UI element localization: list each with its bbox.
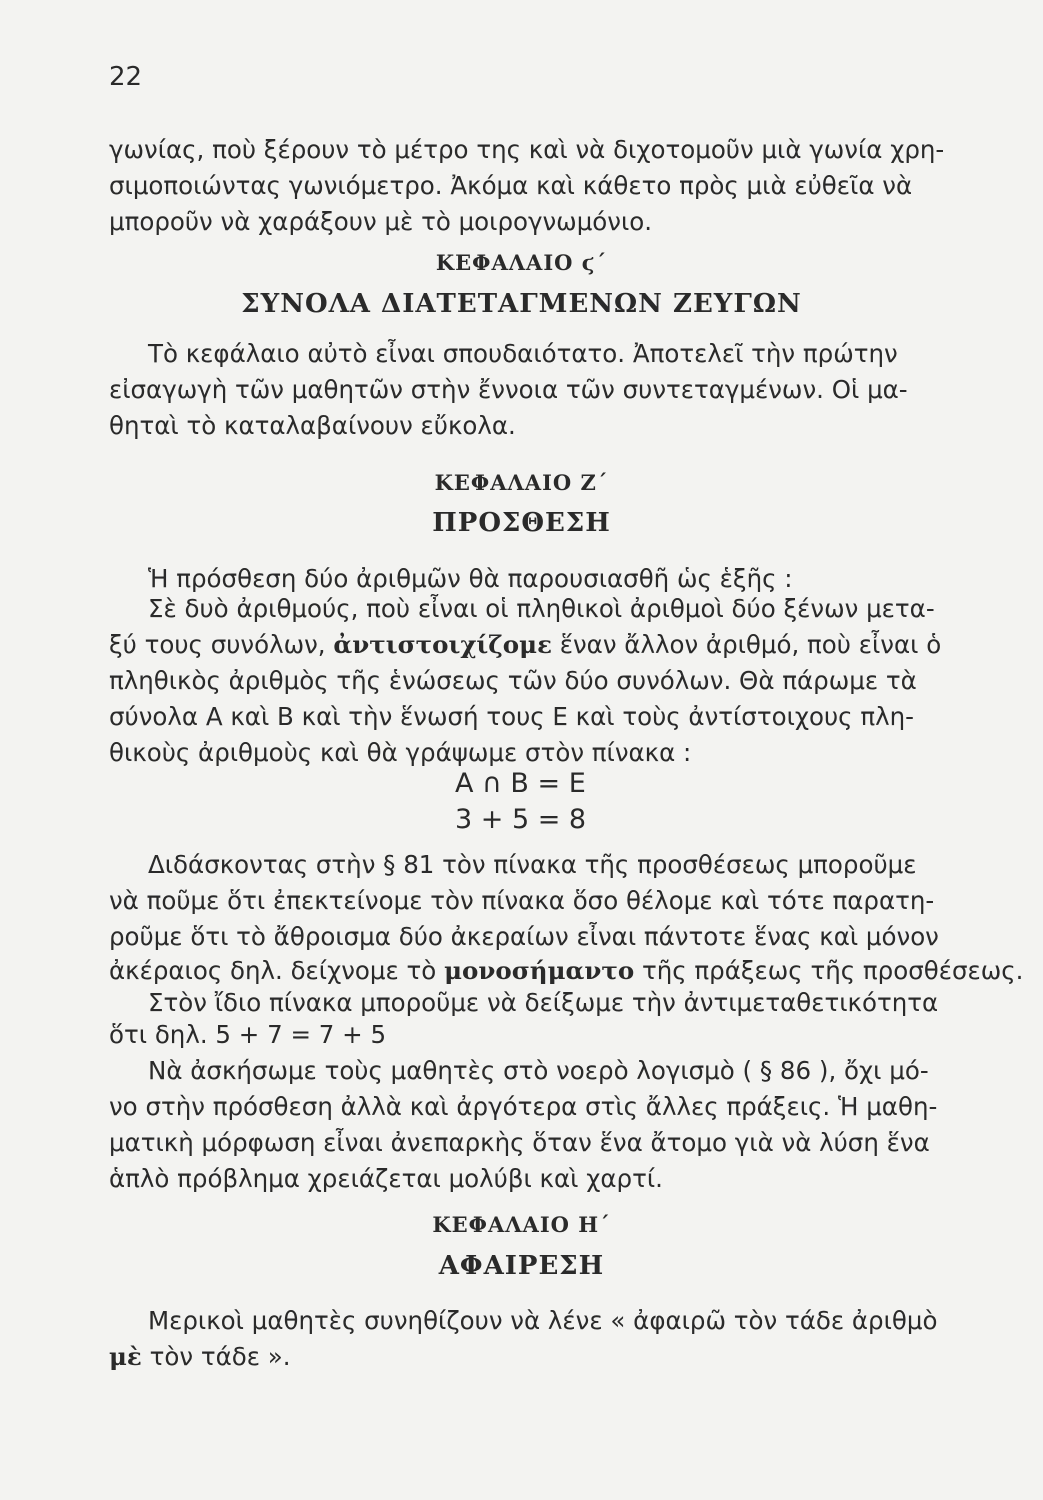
paragraph-line: θηταὶ τὸ καταλαβαίνουν εὔκολα. [109,411,516,440]
emphasized-term: ἀντιστοιχίζομε [333,630,552,659]
paragraph-line: Σὲ δυὸ ἀριθμούς, ποὺ εἶναι οἱ πληθικοὶ ἀριθμοὶ δύο ξένων μετα- [148,594,935,623]
equation: Α ∩ Β = Ε [455,768,586,799]
paragraph-line: Νὰ ἀσκήσωμε τοὺς μαθητὲς στὸ νοερὸ λογισμὸ ( § 86 ), ὄχι μό- [148,1056,929,1085]
paragraph-line: Μερικοὶ μαθητὲς συνηθίζουν νὰ λένε « ἀφαιρῶ τὸν τάδε ἀριθμὸ [148,1306,938,1335]
emphasized-term: μονοσήμαντο [444,956,635,985]
paragraph-line: Τὸ κεφάλαιο αὐτὸ εἶναι σπουδαιότατο. Ἀποτελεῖ τὴν πρώτην [148,339,898,368]
paragraph-line: ὅτι δηλ. 5 + 7 = 7 + 5 [109,1020,387,1049]
paragraph-line: νὰ ποῦμε ὅτι ἐπεκτείνομε τὸν πίνακα ὅσο θέλομε καὶ τότε παρατη- [109,886,935,915]
paragraph-line: μποροῦν νὰ χαράξουν μὲ τὸ μοιρογνωμόνιο. [109,207,653,236]
chapter-title: ΑΦΑΙΡΕΣΗ [438,1251,605,1281]
paragraph-line: νο στὴν πρόσθεση ἀλλὰ καὶ ἀργότερα στὶς ἄλλες πράξεις. Ἡ μαθη- [109,1092,938,1121]
chapter-label: ΚΕΦΑΛΑΙΟ Ζ΄ [434,470,609,495]
page-number: 22 [109,62,143,92]
paragraph-line: θικοὺς ἀριθμοὺς καὶ θὰ γράψωμε στὸν πίνακα : [109,738,692,767]
chapter-label: ΚΕΦΑΛΑΙΟ Η΄ [432,1212,611,1237]
paragraph-line: σύνολα Α καὶ Β καὶ τὴν ἕνωσή τους Ε καὶ τοὺς ἀντίστοιχους πλη- [109,702,914,731]
paragraph-line: ματικὴ μόρφωση εἶναι ἀνεπαρκὴς ὅταν ἕνα ἄτομο γιὰ νὰ λύση ἕνα [109,1128,930,1157]
paragraph-line: σιμοποιώντας γωνιόμετρο. Ἀκόμα καὶ κάθετο πρὸς μιὰ εὐθεῖα νὰ [109,171,913,200]
paragraph-line: ξύ τους συνόλων, ἀντιστοιχίζομε ἕναν ἄλλον ἀριθμό, ποὺ εἶναι ὁ [109,630,942,659]
chapter-title: ΣΥΝΟΛΑ ΔΙΑΤΕΤΑΓΜΕΝΩΝ ΖΕΥΓΩΝ [241,289,802,319]
paragraph-line: Διδάσκοντας στὴν § 81 τὸν πίνακα τῆς προσθέσεως μποροῦμε [148,850,917,879]
chapter-label: ΚΕΦΑΛΑΙΟ ϛ΄ [435,250,608,275]
paragraph-line: ἁπλὸ πρόβλημα χρειάζεται μολύβι καὶ χαρτί. [109,1164,663,1193]
paragraph-line: Ἡ πρόσθεση δύο ἀριθμῶν θὰ παρουσιασθῆ ὡς ἑξῆς : [148,564,793,593]
paragraph-line: γωνίας, ποὺ ξέρουν τὸ μέτρο της καὶ νὰ διχοτομοῦν μιὰ γωνία χρη- [109,135,945,164]
paragraph-line: πληθικὸς ἀριθμὸς τῆς ἑνώσεως τῶν δύο συνόλων. Θὰ πάρωμε τὰ [109,666,917,695]
paragraph-line: εἰσαγωγὴ τῶν μαθητῶν στὴν ἔννοια τῶν συντεταγμένων. Οἱ μα- [109,375,908,404]
paragraph-line: ροῦμε ὅτι τὸ ἄθροισμα δύο ἀκεραίων εἶναι πάντοτε ἕνας καὶ μόνον [109,922,939,951]
chapter-title: ΠΡΟΣΘΕΣΗ [432,508,611,538]
equation: 3 + 5 = 8 [455,804,587,835]
paragraph-line: μὲ τὸν τάδε ». [109,1342,291,1371]
emphasized-term: μὲ [109,1342,142,1371]
paragraph-line: Στὸν ἴδιο πίνακα μποροῦμε νὰ δείξωμε τὴν ἀντιμεταθετικότητα [148,988,939,1017]
paragraph-line: ἀκέραιος δηλ. δείχνομε τὸ μονοσήμαντο τῆς πράξεως τῆς προσθέσεως. [109,956,1024,985]
